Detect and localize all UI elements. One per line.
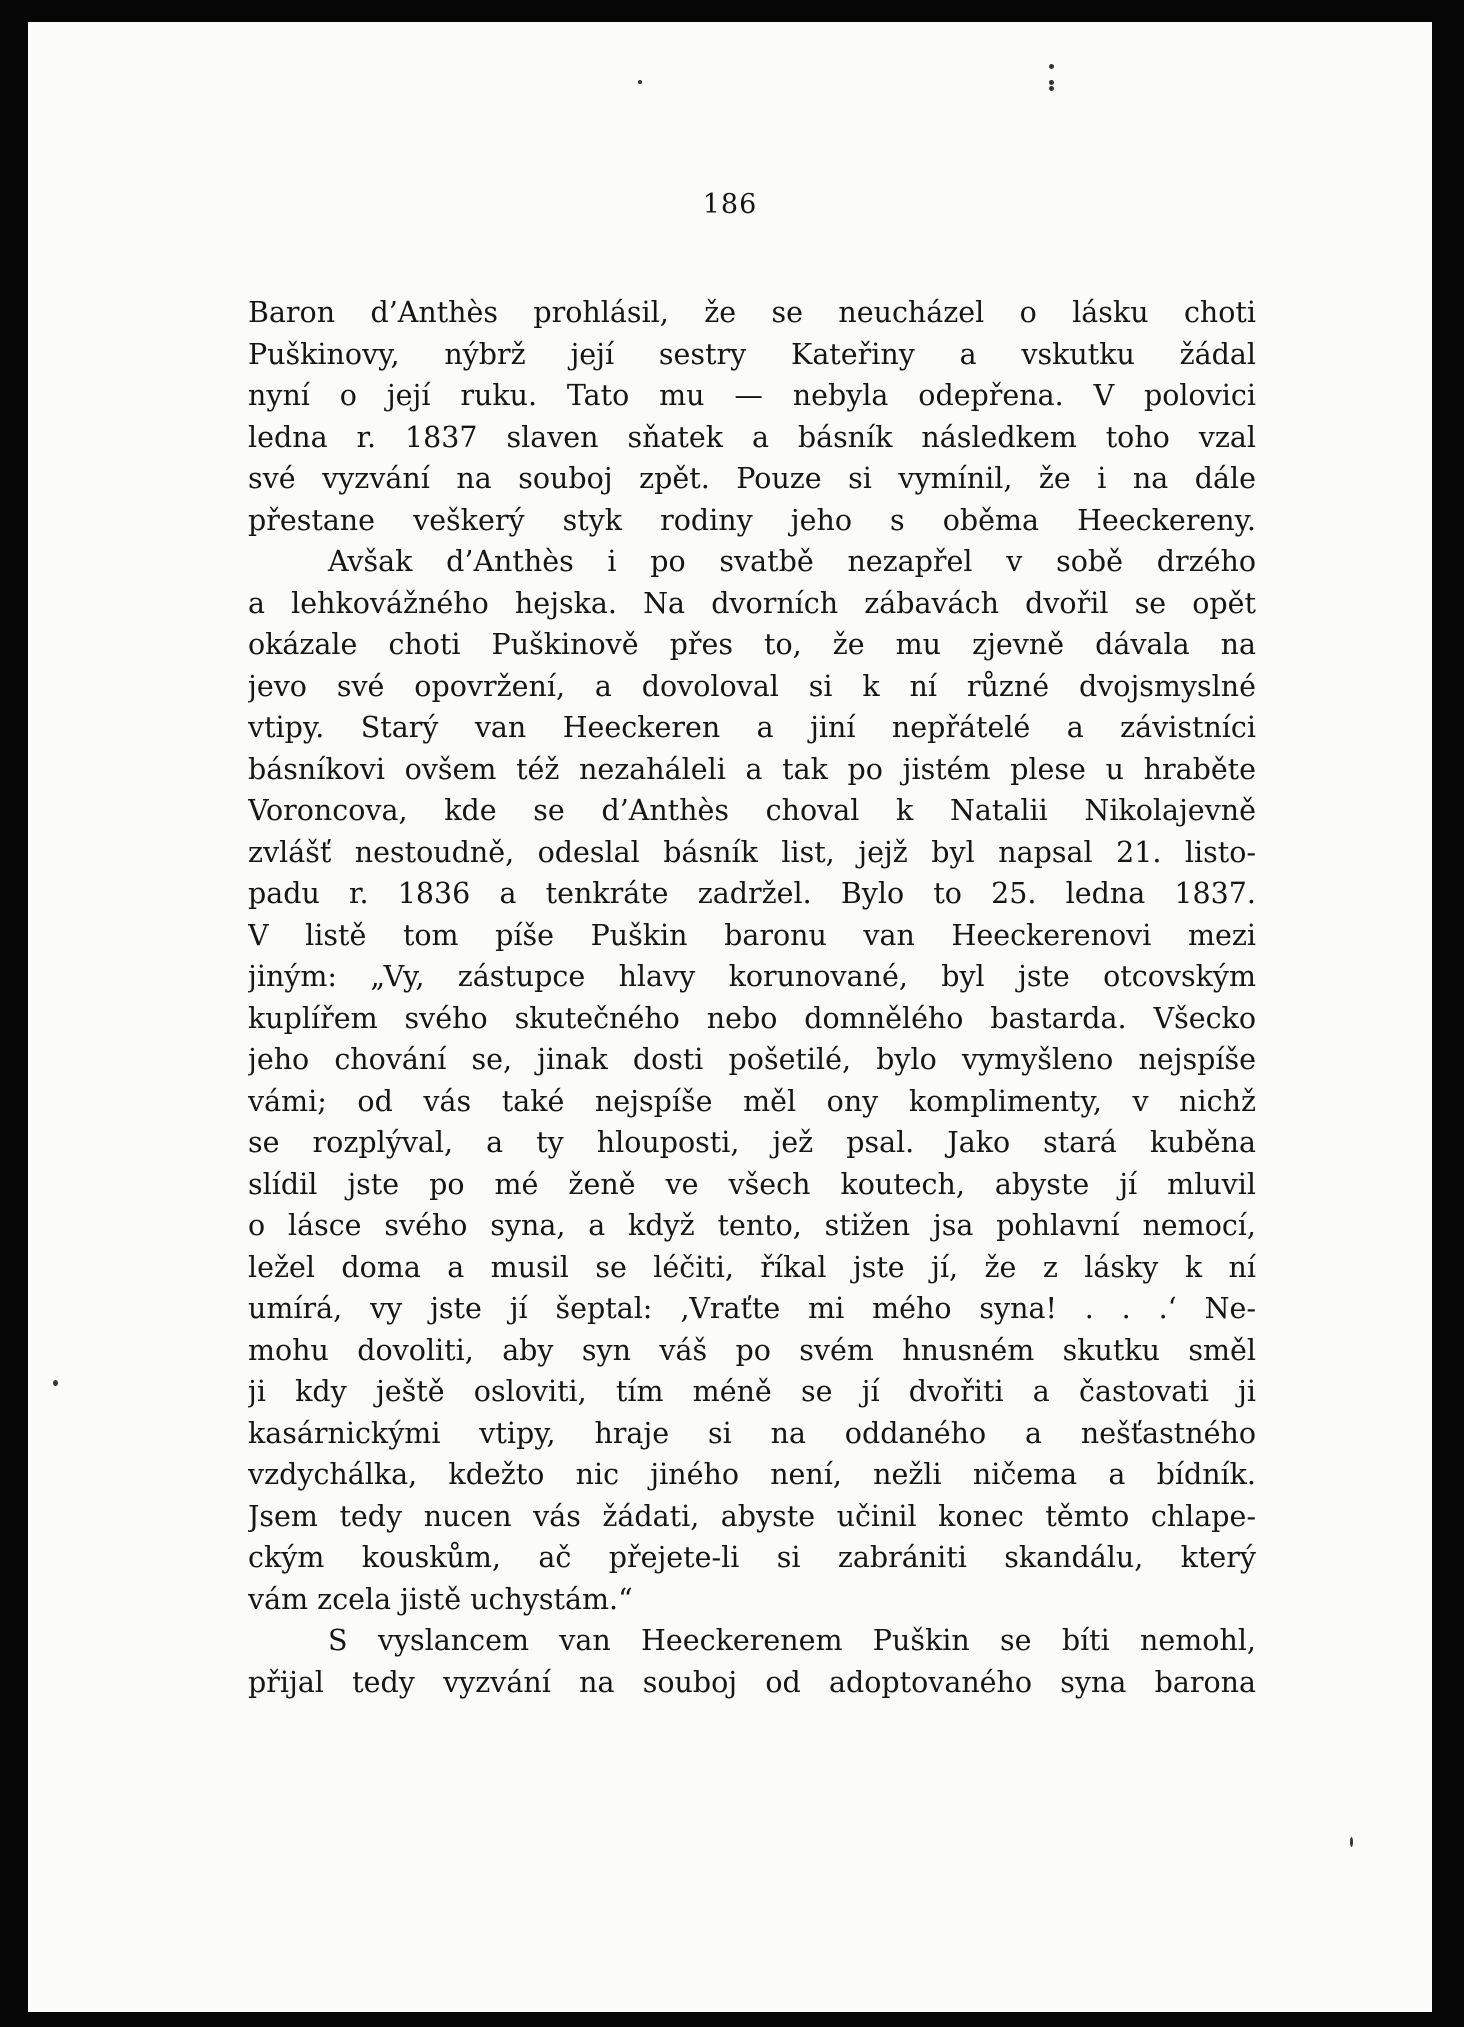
page-number: 186 [702, 189, 758, 220]
text-line: zvlášť nestoudně, odeslal básník list, jejž byl napsal 21. listo- [248, 835, 1256, 869]
text-line: Baron d’Anthès prohlásil, že se neucházel o lásku choti [248, 296, 1256, 329]
text-line: přestane veškerý styk rodiny jeho s oběma Heeckereny. [248, 503, 1256, 537]
scan-speck [1049, 64, 1054, 69]
text-line: kuplířem svého skutečného nebo domnělého bastarda. Všecko [248, 1001, 1256, 1035]
text-line: S vyslancem van Heeckerenem Puškin se bíti nemohl, [328, 1624, 1256, 1657]
text-line: Voroncova, kde se d’Anthès choval k Natalii Nikolajevně [248, 794, 1256, 827]
scan-speck [638, 80, 642, 84]
text-line: umírá, vy jste jí šeptal: ‚Vraťte mi mého syna! . . .‘ Ne- [248, 1292, 1256, 1325]
text-line: okázale choti Puškinově přes to, že mu zjevně dávala na [248, 628, 1256, 661]
text-line: Puškinovy, nýbrž její sestry Kateřiny a vskutku žádal [248, 337, 1256, 371]
scan-speck [1049, 86, 1054, 91]
text-line: básníkovi ovšem též nezaháleli a tak po jistém plese u hraběte [248, 752, 1256, 786]
text-line: ležel doma a musil se léčiti, říkal jste jí, že z lásky k ní [248, 1250, 1256, 1284]
text-line: ckým kouskům, ač přejete-li si zabrániti skandálu, který [248, 1541, 1256, 1574]
text-line: kasárnickými vtipy, hraje si na oddaného a nešťastného [248, 1416, 1256, 1450]
text-line: vámi; od vás také nejspíše měl ony komplimenty, v nichž [248, 1084, 1256, 1118]
text-line: a lehkovážného hejska. Na dvorních zábavách dvořil se opět [248, 586, 1256, 620]
text-line: jeho chování se, jinak dosti pošetilé, bylo vymyšleno nejspíše [248, 1043, 1256, 1076]
text-line: vzdychálka, kdežto nic jiného není, nežli ničema a bídník. [248, 1458, 1256, 1491]
text-line: své vyzvání na souboj zpět. Pouze si vymínil, že i na dále [248, 462, 1256, 495]
scan-speck [1049, 80, 1054, 85]
body-text [248, 292, 1256, 1703]
text-line: ledna r. 1837 slaven sňatek a básník následkem toho vzal [248, 420, 1256, 454]
text-line: V listě tom píše Puškin baronu van Heeckerenovi mezi [248, 918, 1256, 952]
text-line: jevo své opovržení, a dovoloval si k ní různé dvojsmyslné [248, 669, 1256, 703]
text-line: nyní o její ruku. Tato mu — nebyla odepřena. V polovici [248, 379, 1256, 412]
book-page [28, 22, 1432, 2012]
text-line: mohu dovoliti, aby syn váš po svém hnusném skutku směl [248, 1333, 1256, 1367]
text-line: jiným: „Vy, zástupce hlavy korunované, byl jste otcovským [248, 960, 1256, 993]
scan-speck [1350, 1837, 1353, 1847]
text-line: přijal tedy vyzvání na souboj od adoptovaného syna barona [248, 1665, 1256, 1699]
text-line: se rozplýval, a ty hlouposti, jež psal. Jako stará kuběna [248, 1126, 1256, 1159]
text-line: padu r. 1836 a tenkráte zadržel. Bylo to 25. ledna 1837. [248, 877, 1256, 910]
text-line: vám zcela jistě uchystám.“ [248, 1582, 633, 1616]
text-line: Jsem tedy nucen vás žádati, abyste učinil konec těmto chlape- [248, 1499, 1256, 1533]
text-line: o lásce svého syna, a když tento, stižen jsa pohlavní nemocí, [248, 1209, 1256, 1242]
text-line: vtipy. Starý van Heeckeren a jiní nepřátelé a závistníci [248, 711, 1256, 744]
scan-speck [53, 1380, 58, 1386]
text-line: ji kdy ještě osloviti, tím méně se jí dvořiti a častovati ji [248, 1375, 1256, 1408]
text-line: Avšak d’Anthès i po svatbě nezapřel v sobě drzého [328, 545, 1256, 578]
text-line: slídil jste po mé ženě ve všech koutech, abyste jí mluvil [248, 1167, 1256, 1201]
